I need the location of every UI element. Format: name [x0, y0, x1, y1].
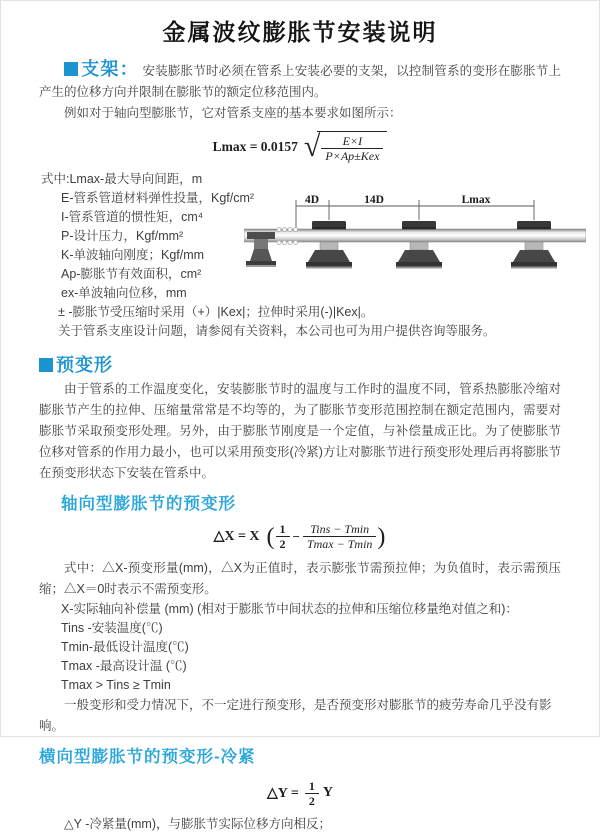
- axial-parameter-lines: [39, 600, 561, 737]
- lateral-preform-formula: [1, 779, 599, 809]
- formula-rhs: Y: [322, 785, 333, 801]
- minus-operator: −: [292, 528, 300, 544]
- definition-line: ± -膨胀节受压缩时采用（+）|Kex|；拉伸时采用(-)|Kex|。: [58, 304, 374, 319]
- fraction-numerator: E×I: [342, 134, 363, 148]
- guide-support: [306, 221, 352, 269]
- anchor-support: [246, 232, 276, 267]
- fraction-denominator: P×Ap±Kex: [321, 148, 383, 163]
- parameter-line: Tmax > Tins ≥ Tmin: [61, 677, 171, 692]
- fraction-denominator: Tmax − Tmin: [303, 536, 376, 551]
- definition-line: Ap-膨胀节有效面积，cm²: [61, 266, 202, 281]
- parameter-line: Tmax -最高设计温 (℃): [61, 658, 187, 673]
- dim-label-lmax: Lmax: [461, 194, 491, 206]
- definition-line: K-单波轴向刚度；Kgf/mm: [61, 247, 205, 262]
- blue-square-icon: [64, 62, 78, 76]
- lateral-note-line: △Y -冷紧量(mm)，与膨胀节实际位移方向相反；: [64, 817, 332, 832]
- dim-label-14d: 14D: [364, 194, 384, 206]
- definition-line: ex-单波轴向位移，mm: [61, 285, 187, 300]
- parameter-line: Tmin-最低设计温度(℃): [61, 639, 189, 654]
- axial-preform-heading: 轴向型膨胀节的预变形: [61, 494, 236, 513]
- fraction-numerator: Tins − Tmin: [310, 521, 370, 536]
- preform-heading-label: 预变形: [56, 354, 113, 375]
- support-heading-label: 支架：: [81, 59, 139, 79]
- parameter-line: 一般变形和受力情况下，不一定进行预变形，是否预变形对膨胀节的疲劳寿命几乎没有影响。: [39, 697, 552, 733]
- guide-support: [511, 221, 557, 269]
- definition-line: E-管系管道材料弹性投量，Kgf/cm²: [61, 190, 255, 205]
- left-paren: (: [266, 523, 275, 550]
- support-intro-text: 安装膨胀节时必须在管系上安装必要的支架，以控制管系的变形在膨胀节上产生的位移方向并限制在膨胀节的额定位移范围内。: [39, 64, 561, 99]
- support-section-heading: [64, 59, 139, 79]
- definition-line: P-设计压力，Kgf/mm²: [61, 228, 184, 243]
- fraction-numerator: 1: [308, 778, 315, 793]
- parameter-line: X-实际轴向补偿量 (mm) (相对于膨胀节中间状态的拉伸和压缩位移量绝对值之和)：: [61, 601, 518, 616]
- fraction: [321, 134, 383, 164]
- preform-body-paragraph: 由于管系的工作温度变化，安装膨胀节时的温度与工作时的温度不同，管系热膨胀冷缩对膨胀节产生的拉伸、压缩量常常是不均等的，为了膨胀节变形范围控制在额定范围内，需要对膨胀节采取预变形处理。另外，由于膨胀节刚度是一个定值，与补偿量成正比。为了使膨胀节位移对管系的作用力最小，也可以采用预变形(冷紧)方让对膨胀节进行预变形处理后再将膨胀节在预变形状态下安装在管系中。: [39, 381, 561, 480]
- lmax-formula: [1, 131, 599, 164]
- support-example-line: 例如对于轴向型膨胀节，它对管系支座的基本要求如图所示：: [64, 106, 402, 120]
- right-paren: ): [377, 523, 386, 550]
- radical-sign: √: [303, 130, 321, 164]
- axial-preform-formula: [1, 522, 599, 552]
- definition-line: I-管系管道的惯性矩，cm⁴: [61, 209, 204, 224]
- fraction-denominator: 2: [305, 793, 319, 808]
- page-title: 金属波纹膨胀节安装说明: [162, 19, 438, 45]
- definition-line: 关于管系支座设计问题，请参阅有关资料，本公司也可为用户提供咨询等服务。: [58, 323, 496, 338]
- temperature-fraction: [303, 522, 376, 552]
- formula-lhs: △X = X: [213, 529, 260, 545]
- pipe-support-spacing-diagram: [244, 193, 586, 289]
- formula-lhs: △Y =: [267, 785, 299, 801]
- radical-body: [317, 131, 387, 164]
- fraction-denominator: 2: [276, 536, 290, 551]
- lateral-preform-heading: 横向型膨胀节的预变形-冷紧: [39, 747, 256, 766]
- guide-support: [396, 221, 442, 269]
- axial-where-paragraph: 式中：△X-预变形量(mm)，△X为正值时，表示膨张节需预拉伸；为负值时，表示需预压缩；△X＝0时表示不需预变形。: [39, 560, 561, 596]
- half-fraction: [276, 522, 290, 552]
- blue-square-icon: [39, 358, 53, 372]
- definition-line: 式中:Lmax-最大导向间距，m: [41, 171, 203, 186]
- half-fraction: [305, 779, 319, 809]
- support-intro-paragraph: [39, 59, 561, 103]
- dim-label-4d: 4D: [304, 194, 320, 206]
- formula-lhs: Lmax = 0.0157: [212, 139, 298, 155]
- preform-section-heading: [39, 351, 561, 377]
- parameter-line: Tins -安装温度(℃): [61, 620, 163, 635]
- fraction-numerator: 1: [279, 521, 286, 536]
